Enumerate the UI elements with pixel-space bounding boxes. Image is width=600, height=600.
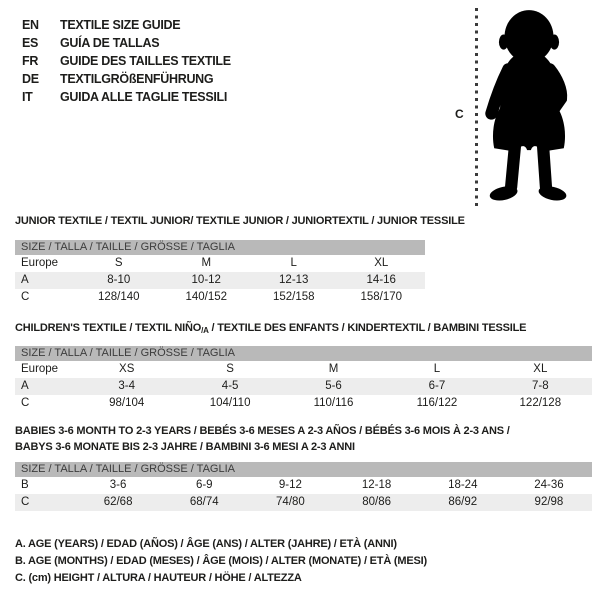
table-cell: 3-4 [118,380,136,392]
table-row-height [15,289,425,306]
table-cell: 158/170 [360,291,403,303]
children-title-pre: CHILDREN'S TEXTILE / TEXTIL NIÑO [15,322,202,334]
language-row-de [22,70,231,88]
legend [15,536,427,587]
language-title: TEXTILE SIZE GUIDE [60,18,181,32]
table-cell: 7-8 [532,380,549,392]
row-label: Europe [21,363,59,375]
row-label: C [21,397,30,409]
table-cell: XS [119,363,135,375]
table-cell: S [114,257,123,269]
babies-title-line-2: BABYS 3-6 MONATE BIS 2-3 JAHRE / BAMBINI 3-6 MESI A 2-3 ANNI [15,441,355,453]
language-code: ES [22,36,39,50]
table-row-age [15,272,425,289]
language-title: GUIDA ALLE TAGLIE TESSILI [60,90,228,104]
table-cell: 6-9 [195,479,213,491]
size-header: SIZE / TALLA / TAILLE / GRÖSSE / TAGLIA [15,240,425,255]
table-cell: L [433,363,441,375]
table-cell: 80/86 [362,496,391,508]
table-row-height [15,395,592,412]
language-code: IT [22,90,33,104]
babies-title-line-1: BABIES 3-6 MONTH TO 2-3 YEARS / BEBÉS 3-6 MESES A 2-3 AÑOS / BÉBÉS 3-6 MOIS À 2-3 ANS / [15,425,510,437]
language-list [22,16,231,106]
table-cell: 3-6 [109,479,127,491]
table-cell: 92/98 [534,496,564,508]
table-cell: 24-36 [534,479,564,491]
legend-line-b: B. AGE (MONTHS) / EDAD (MESES) / ÂGE (MOIS) / ALTER (MONATE) / ETÀ (MESI) [15,555,427,567]
table-cell: 74/80 [276,496,305,508]
table-cell: 9-12 [278,479,302,491]
table-row-europe [15,255,425,272]
table-cell: 62/68 [103,496,133,508]
table-row-age [15,378,592,395]
children-table [15,346,592,412]
table-cell: 8-10 [107,274,131,286]
children-title-sub: /A [201,326,209,335]
table-cell: S [226,363,234,375]
junior-table [15,240,425,306]
babies-table-title [15,423,510,455]
table-row-height [15,494,592,511]
table-cell: 86/92 [448,496,478,508]
height-figure [450,4,598,210]
table-cell: 12-13 [279,274,309,286]
table-cell: L [290,257,297,269]
table-cell: 12-18 [361,479,392,491]
language-row-fr [22,52,231,70]
table-cell: 18-24 [448,479,478,491]
language-row-en [22,16,231,34]
children-table-title [15,320,526,339]
table-cell: 6-7 [428,380,446,392]
table-cell: XL [533,363,548,375]
table-row-europe [15,361,592,378]
junior-table-title: JUNIOR TEXTILE / TEXTIL JUNIOR/ TEXTILE JUNIOR / JUNIORTEXTIL / JUNIOR TESSILE [15,215,465,227]
row-label: A [21,380,29,392]
babies-table [15,462,592,511]
language-title: TEXTILGRÖßENFÜHRUNG [60,72,214,86]
table-cell: 122/128 [519,397,562,409]
legend-line-a: A. AGE (YEARS) / EDAD (AÑOS) / ÂGE (ANS) / ALTER (JAHRE) / ETÀ (ANNI) [15,538,397,550]
height-measure-dotted-line [475,8,478,208]
row-label: Europe [21,257,59,269]
table-cell: 14-16 [366,274,396,286]
row-label: A [21,274,29,286]
table-cell: 110/116 [313,397,354,409]
table-cell: M [328,363,339,375]
table-cell: 98/104 [109,397,145,409]
table-cell: 10-12 [191,274,221,286]
table-cell: 128/140 [97,291,140,303]
language-code: FR [22,54,39,68]
language-row-it [22,88,231,106]
table-cell: 104/110 [209,397,251,409]
legend-line-c: C. (cm) HEIGHT / ALTURA / HAUTEUR / HÖHE / ALTEZZA [15,572,302,584]
row-label: B [21,479,29,491]
row-label: C [21,496,30,508]
language-title: GUÍA DE TALLAS [60,36,160,50]
row-label: C [21,291,30,303]
language-row-es [22,34,231,52]
table-cell: 140/152 [185,291,228,303]
height-measure-label: C [455,107,464,121]
language-code: DE [22,72,39,86]
size-header: SIZE / TALLA / TAILLE / GRÖSSE / TAGLIA [15,462,592,477]
table-cell: 152/158 [272,291,315,303]
table-cell: 116/122 [416,397,458,409]
table-cell: 68/74 [189,496,219,508]
table-cell: 5-6 [325,380,342,392]
table-cell: XL [374,257,389,269]
language-title: GUIDE DES TAILLES TEXTILE [60,54,231,68]
size-header: SIZE / TALLA / TAILLE / GRÖSSE / TAGLIA [15,346,592,361]
table-cell: 4-5 [221,380,239,392]
table-row-age-months [15,477,592,494]
children-title-post: / TEXTILE DES ENFANTS / KINDERTEXTIL / BAMBINI TESSILE [208,322,527,334]
language-code: EN [22,18,39,32]
table-cell: M [201,257,212,269]
baby-silhouette-icon [482,4,576,208]
